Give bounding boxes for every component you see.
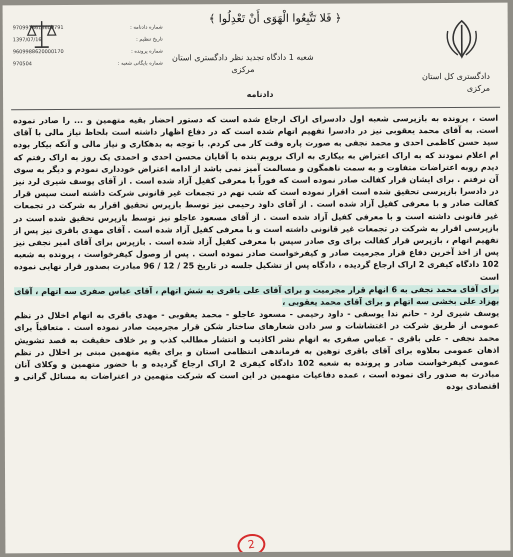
body-paragraph: یوسف شیری لرد - حانم ندا یوسفی - داود رحیمی - مسعود عاجلو - محمد یعقوبی - مهدی باقری به اتهام اخلال در نظم عمومی از طریق شرکت در اغتشاشات و سر دادن شعارهای ساختار شکن قرار مجرمیت صادر نموده است . متعاقباً برای محمد نجفی - علی باقری - عباس صفری به اتهام نشر اکاذیب و انتشار مطالب کذب و بر خلاف حقیقت به قصد تشویش اذهان عمومی بعلاوه برای آقای باقری توهین به فرماندهی انتظامی استان و برای بقیه متهمین مبنی بر اخلال در نظم عمومی کیفرخواست صادر و پرونده به شعبه 102 دادگاه کیفری 2 اراک ارجاع گردیده و با حضور متهمین و وکلای آنان مبادرت به صدور رای نموده است ، عمده دفاعیات متهمین در این است که شرکت متهمین در اعتراضات به مسائل گرانی و اقتصادی بوده [14, 308, 500, 392]
meta-label: تاریخ تنظیم : [136, 36, 163, 43]
court-name-line: دادگستری کل استان [421, 71, 490, 82]
quran-verse: ﴿ فَلا تَتَّبِعُوا الْهَوَى أَنْ تَعْدِلُوا ﴾ [208, 11, 342, 26]
document-page [3, 3, 511, 554]
document-header [3, 3, 509, 116]
meta-value: 9709978618600791 [12, 25, 64, 32]
meta-value: 970504 [12, 61, 32, 68]
document-title: دادنامه [246, 89, 274, 100]
branch-name-line: مرکزی [231, 65, 255, 75]
meta-row [13, 58, 163, 71]
scales-of-justice-icon [25, 17, 59, 51]
meta-label: شماره پرونده : [131, 48, 163, 55]
body-paragraph: است ، پرونده به بازپرسی شعبه اول دادسرای اراک ارجاع شده است که دستور احضار بقیه متهمین و ... را صادر نموده است. به آقای محمد یعقوبی نیز در دادسرا تفهیم اتهام شده است که در دفاع اظهار داشته است بلحاظ نیاز مالی با آقای سید حسن کاظمی احدی و محمد نجفی به صورت پاره وقت کار می کردم. با توجه به بدهکاری و نیاز مالی و آنکه بیکار بوده ام اعلام نمودند که به اراک اعتراض به بیکاری به اراک برویم بنده با آقایان محسن احدی و احمدی یک روز به اراک رفتم که دیدم روبه اعتراضات متفاوت و به سمت ناهمگون و مسالمت آمیز نمی باشد از ادامه اعتراض خودداری نمودم و دیگر به سوی آن نرفتم . برای ایشان قرار کفالت صادر نموده است که فوراً با معرفی کفیل آزاد شده است . از آقای یوسف شیری لرد نیز در دادسرا بازپرسی تحقیق شده است اقرار نموده است که شب نهم در تجمعات غیر قانونی شرکت داشته است سپس قرار کفالت صادر و با معرفی کفیل آزاد شده است . از آقای داود رحیمی نیز توسط بازپرس تحقیق اقرار به شرکت در تجمعات غیر قانونی داشته است و با معرفی کفیل آزاد شده است . از آقای مسعود عاجلو نیز توسط بازپرس تحقیق شده است در بازپرسی اقرار به شرکت در تجمعات غیر قانونی داشته است و با معرفی کفیل آزاد شده است . آقای مهدی باقری نیز پس از تفهیم اتهام ، بازپرس قرار کفالت برای وی صادر سپس با معرفی کفیل آزاد شده است . بازپرس برای آقای امیر نجفی نیز پس از اخذ آخرین دفاع قرار مجرمیت صادر و کیفرخواست صادر نموده است . پس از وصول کیفرخواست ، پرونده به شعبه 102 دادگاه کیفری 2 اراک ارجاع گردیده ، دادگاه پس از تشکیل جلسه در تاریخ 25 / 12 / 96 مبادرت بصدور قرار نهایی نموده است [13, 113, 500, 282]
highlighted-text: برای آقای محمد نجفی به 6 انهام قرار مجرمیت و برای آقای علی باقری به شش اتهام ، آقای عباس صفری سه اتهام ، آقای بهزاد علی بخشی سه اتهام و برای آقای محمد یعقوبی ، [14, 284, 500, 307]
page-number-stamp: 2 [236, 532, 267, 553]
court-name [370, 71, 490, 96]
meta-label: شماره بایگانی شعبه : [117, 60, 163, 67]
branch-name [153, 52, 333, 77]
meta-value: 9609988620000170 [12, 49, 64, 56]
branch-name-line: شعبه 1 دادگاه تجدید نظر دادگستری استان [171, 52, 314, 63]
iran-emblem-icon [438, 17, 486, 61]
court-name-line: مرکزی [466, 83, 491, 93]
meta-value: 1397/07/16 [12, 37, 42, 44]
meta-label: شماره دادنامه : [130, 24, 163, 31]
document-body [13, 113, 499, 396]
